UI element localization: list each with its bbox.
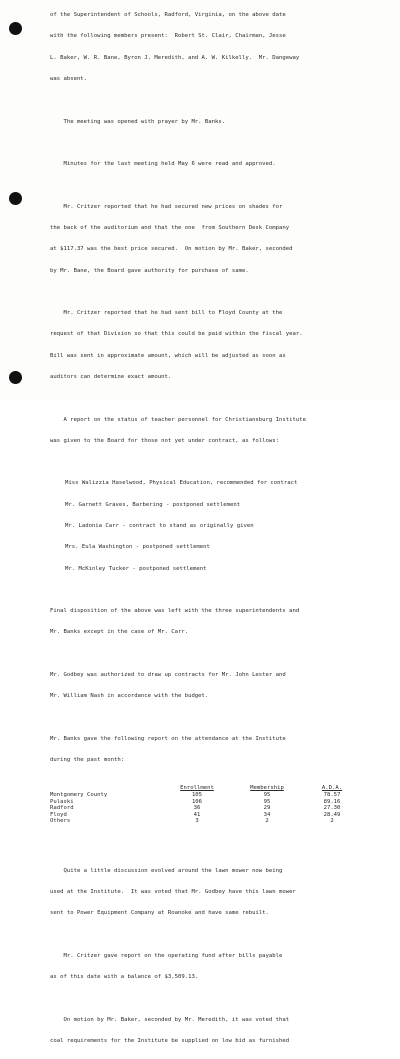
table-cell: 29 <box>263 805 271 812</box>
coal-line: On motion by Mr. Baker, seconded by Mr. Meredith, it was voted that <box>50 1016 290 1023</box>
table-cell: 95 <box>263 792 271 798</box>
final-disposition-line: Final disposition of the above was left with the three superintendents and <box>50 608 300 615</box>
critzer-shades-line: by Mr. Bane, the Board gave authority for purchase of same. <box>50 267 249 274</box>
operating-fund-line: Mr. Critzer gave report on the operating fund after bills payable <box>50 952 283 959</box>
table-cell: Others <box>50 818 71 825</box>
banks-report-line: during the past month: <box>50 757 125 764</box>
table-cell: Radford <box>50 805 74 812</box>
table-cell: 41 <box>193 811 201 818</box>
minutes-line: Minutes for the last meeting held May 6 were read and approved. <box>50 161 276 168</box>
table-header: Membership <box>250 785 284 792</box>
opening-line: L. Baker, W. R. Bane, Byron J. Meredith, and A. W. Kilkelly. Mr. Dangeway <box>50 54 300 61</box>
table-header <box>50 785 162 792</box>
critzer-shades-line: Mr. Critzer reported that he had secured new prices on shades for <box>50 203 283 210</box>
table-header: Enrollment <box>180 785 214 792</box>
punch-hole <box>9 371 22 384</box>
attendance-table <box>50 785 362 825</box>
table-header: A.D.A. <box>321 785 343 792</box>
table-header-row <box>50 785 362 792</box>
table-row <box>50 799 362 806</box>
table-row <box>50 805 362 812</box>
prayer-line: The meeting was opened with prayer by Mr. Banks. <box>50 118 226 125</box>
table-cell: Floyd <box>50 811 67 818</box>
table-row <box>50 818 362 825</box>
banks-report-line: Mr. Banks gave the following report on the attendance at the Institute <box>50 735 286 742</box>
table-cell: 106 <box>191 798 203 805</box>
punch-hole <box>9 22 22 35</box>
report-intro-line: was given to the Board for those not yet under contract, as follows: <box>50 437 280 444</box>
critzer-shades-line: at $117.37 was the best price secured. On motion by Mr. Baker, seconded <box>50 246 293 253</box>
opening-line: with the following members present: Robert St. Clair, Chairman, Jesse <box>50 33 286 40</box>
table-cell: 3 <box>195 818 199 825</box>
table-row <box>50 792 362 799</box>
table-cell: 78.57 <box>323 792 341 798</box>
critzer-shades-line: the back of the auditorium and that the one from Southern Desk Company <box>50 225 290 231</box>
personnel-item: Mr. McKinley Tucker - postponed settlement <box>65 565 207 572</box>
operating-fund-line: as of this date with a balance of $3,509.13. <box>50 973 199 980</box>
table-cell: 28.49 <box>323 811 341 818</box>
lawn-mower-line: sent to Power Equipment Company at Roanoke and have same rebuilt. <box>50 910 269 917</box>
godbey-line: Mr. Godbey was authorized to draw up contracts for Mr. John Lester and <box>50 671 286 678</box>
table-cell: 27.30 <box>323 805 341 812</box>
table-cell: 34 <box>263 811 271 818</box>
critzer-floyd-line: Bill was sent in approximate amount, which will be adjusted as soon as <box>50 352 286 359</box>
personnel-item: Mrs. Eula Washington - postponed settlement <box>65 544 210 551</box>
table-cell: 105 <box>191 792 203 798</box>
table-cell: 89.16 <box>323 798 341 805</box>
opening-line: of the Superintendent of Schools, Radford, Virginia, on the above date <box>50 12 286 19</box>
lawn-mower-line: used at the Institute. It was voted that Mr. Godbey have this lawn mower <box>50 888 296 895</box>
coal-line: coal requirements for the Institute be supplied on low bid as furnished <box>50 1037 290 1044</box>
table-cell: 95 <box>263 798 271 805</box>
table-cell: 2 <box>330 818 334 825</box>
minutes-text <box>50 0 396 1059</box>
punch-hole <box>9 192 22 205</box>
table-cell: 36 <box>193 805 201 812</box>
critzer-floyd-line: request of that Division so that this could be paid within the fiscal year. <box>50 331 303 338</box>
final-disposition-line: Mr. Banks except in the case of Mr. Carr. <box>50 629 189 636</box>
table-cell: 2 <box>265 818 269 825</box>
critzer-floyd-line: auditors can determine exact amount. <box>50 373 172 380</box>
table-cell: Pulaski <box>50 798 74 805</box>
table-row <box>50 812 362 819</box>
critzer-floyd-line: Mr. Critzer reported that he had sent bill to Floyd County at the <box>50 310 283 317</box>
personnel-item: Mr. Garnett Graves, Barbering - postponed settlement <box>65 501 241 508</box>
opening-line: was absent. <box>50 76 88 83</box>
table-cell: Montgomery County <box>50 792 108 798</box>
personnel-item: Mr. Ladonia Carr - contract to stand as originally given <box>65 522 254 529</box>
godbey-line: Mr. William Nash in accordance with the budget. <box>50 693 209 700</box>
report-intro-line: A report on the status of teacher personnel for Christiansburg Institute <box>50 416 306 423</box>
lawn-mower-line: Quite a little discussion evolved around the lawn mower now being <box>50 867 283 874</box>
personnel-item: Miss Walizzia Haselwood, Physical Education, recommended for contract <box>65 480 298 487</box>
